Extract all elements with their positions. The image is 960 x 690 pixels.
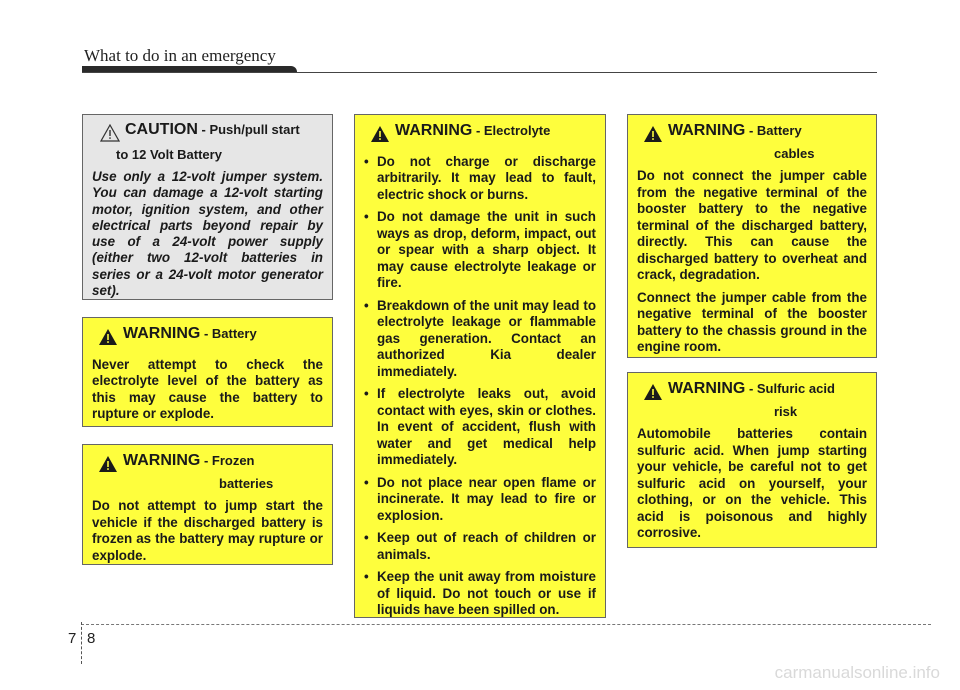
- warning-electrolyte-box: [354, 114, 606, 618]
- warning-battery-body: Never attempt to check the electrolyte level of the battery as this may cause the battery to rupture or explode.: [92, 356, 323, 421]
- warning-subtitle: - Battery: [200, 326, 257, 341]
- footer-rule: [81, 624, 931, 625]
- warning-acid-box: [627, 372, 877, 548]
- warning-subtitle: - Sulfuric acid: [745, 381, 835, 396]
- warning-subtitle-line2: batteries: [219, 475, 274, 491]
- electrolyte-bullet-list: [364, 154, 596, 619]
- warning-cables-body-1: Do not connect the jumper cable from the negative terminal of the booster battery to the negative terminal of the discharged battery, directly. This can cause the discharged battery to overheat and crack, degradation.: [637, 168, 867, 282]
- warning-word: WARNING: [395, 122, 473, 139]
- warning-triangle-icon: [643, 125, 663, 148]
- warning-cables-header: [637, 123, 867, 148]
- page-header-title: What to do in an emergency: [84, 46, 276, 65]
- list-item: • Do not charge or discharge arbitrarily. It may lead to fault, electric shock or burns.: [364, 154, 596, 204]
- caution-subtitle-line2: to 12 Volt Battery: [116, 146, 222, 162]
- list-item: • Breakdown of the unit may lead to electrolyte leakage or flammable gas generation. Contact an authorized Kia dealer immediately.: [364, 298, 596, 381]
- header-rule: [82, 72, 877, 73]
- warning-word: WARNING: [668, 380, 746, 397]
- warning-triangle-icon: [98, 455, 118, 478]
- warning-electrolyte-header: [364, 123, 596, 148]
- list-item: • Do not damage the unit in such ways as drop, deform, impact, out or spear with a sharp object. It may cause electrolyte leakage or fire.: [364, 209, 596, 292]
- warning-triangle-icon: [370, 125, 390, 148]
- caution-header: [92, 122, 323, 147]
- caution-body-text: Use only a 12-volt jumper system. You can damage a 12-volt starting motor, ignition system, and other electrical parts beyond repair by use of a 24-volt power supply (either two 12-volt batteries in series or a 24-volt motor generator set).: [92, 169, 323, 299]
- chapter-number: 7: [68, 630, 77, 647]
- warning-frozen-body: Do not attempt to jump start the vehicle if the discharged battery is frozen as the battery may rupture or explode.: [92, 498, 323, 563]
- caution-word: CAUTION: [125, 121, 198, 138]
- list-item: • If electrolyte leaks out, avoid contact with eyes, skin or clothes. In event of accident, flush with water and get medical help immediately.: [364, 386, 596, 469]
- warning-subtitle: - Frozen: [200, 453, 255, 468]
- warning-cables-body-2: Connect the jumper cable from the negative terminal of the booster battery to the chassis ground in the engine room.: [637, 289, 867, 354]
- caution-triangle-icon: [100, 124, 120, 147]
- warning-frozen-box: [82, 444, 333, 565]
- warning-acid-header: [637, 381, 867, 406]
- watermark-text: carmanualsonline.info: [774, 663, 940, 682]
- warning-triangle-icon: [643, 383, 663, 406]
- caution-subtitle: - Push/pull start: [197, 122, 300, 137]
- warning-word: WARNING: [668, 122, 746, 139]
- warning-acid-body: Automobile batteries contain sulfuric acid. When jump starting your vehicle, be careful not to get sulfuric acid on yourself, your clothing, or on the vehicle. This acid is poisonous and highly corrosive.: [637, 426, 867, 540]
- warning-subtitle: - Battery: [745, 123, 802, 138]
- warning-triangle-icon: [98, 328, 118, 351]
- warning-battery-header: [92, 326, 323, 351]
- warning-word: WARNING: [123, 452, 201, 469]
- page-number: 8: [87, 630, 96, 647]
- warning-word: WARNING: [123, 325, 201, 342]
- warning-subtitle-line2: cables: [774, 145, 815, 161]
- list-item: • Do not place near open flame or incinerate. It may lead to fire or explosion.: [364, 475, 596, 525]
- list-item: • Keep the unit away from moisture of liquid. Do not touch or use if liquids have been spilled on.: [364, 569, 596, 619]
- footer-divider: [81, 622, 82, 664]
- warning-subtitle-line2: risk: [774, 403, 798, 419]
- warning-cables-box: [627, 114, 877, 358]
- caution-push-pull-box: [82, 114, 333, 300]
- list-item: • Keep out of reach of children or animals.: [364, 530, 596, 563]
- warning-battery-box: [82, 317, 333, 427]
- warning-frozen-header: [92, 453, 323, 478]
- warning-subtitle: - Electrolyte: [472, 123, 551, 138]
